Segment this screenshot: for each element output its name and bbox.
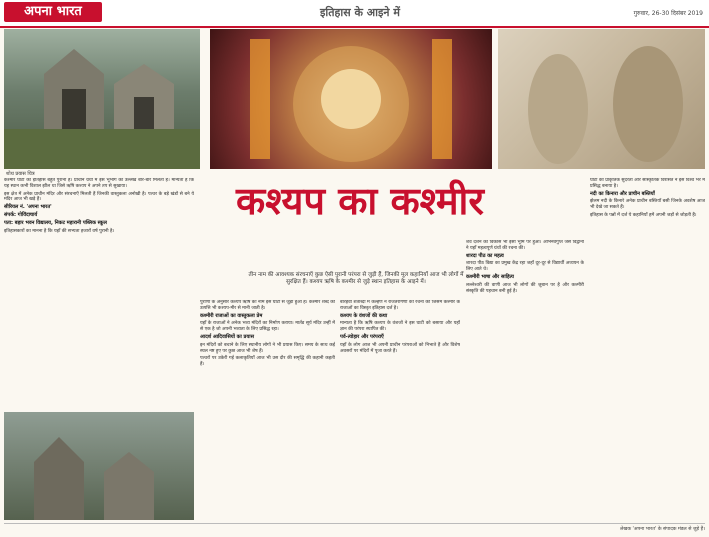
- paragraph: पत्थरों पर उकेरी गई कलाकृतियाँ आज भी उस दौर की समृद्धि की कहानी कहती हैं।: [200, 356, 335, 368]
- article-column-3: [340, 300, 460, 522]
- section-title: इतिहास के आइने में: [320, 6, 400, 19]
- deity-idol-illustration: [210, 29, 492, 169]
- deity-idol-photo: [210, 29, 492, 169]
- stone-sculpture-photo: [498, 29, 705, 169]
- subheading: नदी का किनारा और प्राचीन बस्तियाँ: [590, 190, 655, 197]
- village-temples-photo: [4, 412, 194, 520]
- article-column-1: [4, 178, 194, 408]
- subheading: कश्यप के वंशजों की कथा: [340, 312, 388, 319]
- paragraph: लल्लेश्वरी की वाणी आज भी लोगों की जुबान पर है और कश्मीरी संस्कृति की पहचान बनी हुई है।: [466, 282, 584, 294]
- subheading: आदर्श आदिवासियों का प्रयास: [200, 333, 254, 340]
- subheading: सीरियल नं. 'अपना भारत': [4, 204, 52, 211]
- subheading: संपर्क: गोविंदाचार्य: [4, 211, 38, 218]
- village-temples-illustration: [4, 412, 194, 520]
- paragraph: इन मंदिरों को बचाने के लिए स्थानीय लोगों ने भी प्रयास किए। समय के साथ कई स्थल नष्ट हुए पर कुछ आज भी शेष हैं।: [200, 342, 335, 354]
- paragraph: इतिहासकारों का मानना है कि यहाँ की सभ्यता हजारों वर्ष पुरानी है।: [4, 228, 115, 234]
- article-column-5: [590, 178, 705, 522]
- paragraph: घाटी की प्राकृतिक सुंदरता और सांस्कृतिक विरासत ने इसे विश्व भर में प्रसिद्ध बनाया है।: [590, 178, 705, 189]
- paragraph: झेलम नदी के किनारे अनेक प्राचीन बस्तियाँ बसी जिनके अवशेष आज भी देखे जा सकते हैं।: [590, 199, 705, 211]
- subheading: कश्मीरी भाषा और साहित्य: [466, 273, 514, 280]
- brand-logo: अपना भारत: [4, 2, 102, 22]
- paragraph: बारहवीं शताब्दी में कल्हण ने राजतरंगिणी की रचना की जिसमें कश्मीर के राजाओं का विस्तृत इतिहास दर्ज है।: [340, 300, 460, 311]
- issue-date: गुरुवार, 26-30 दिसंबर 2019: [633, 10, 703, 17]
- article-column-2: [200, 300, 335, 522]
- masthead: [0, 0, 709, 28]
- temple-ruins-illustration: [4, 29, 200, 169]
- subheading: पर्व-त्योहार और परंपराएँ: [340, 333, 384, 340]
- paragraph: पुराणों के अनुसार कश्यप ऋषि का नाम इस घाटी से जुड़ा हुआ है। कश्मीर शब्द की उत्पत्ति भी कश्यप-मीर से मानी जाती है।: [200, 300, 335, 311]
- stone-sculpture-illustration: [498, 29, 705, 169]
- paragraph: इस क्षेत्र में अनेक प्राचीन मंदिर और संरचनाएँ मिलती हैं जिनकी वास्तुकला अनोखी है। पत्थर के बड़े खंडों से बने ये मंदिर आज भी खड़े हैं।: [4, 191, 194, 203]
- author-note: लेखक 'अपना भारत' के संपादक मंडल से जुड़े हैं।: [620, 527, 705, 532]
- paragraph: इतिहास के पन्नों में दर्ज ये कहानियाँ हमें अपनी जड़ों से जोड़ती हैं।: [590, 212, 697, 218]
- subheading: कश्मीरी राजाओं का वास्तुकला प्रेम: [200, 312, 263, 319]
- paragraph: यहाँ के राजाओं ने अनेक भव्य मंदिरों का निर्माण कराया। मार्तंड सूर्य मंदिर उन्हीं में से एक है जो अपनी भव्यता के लिए प्रसिद्ध रहा।: [200, 321, 335, 333]
- subheading: पता: बहार भवन विद्यालय, निकट महारानी पब्लिक स्कूल: [4, 219, 107, 226]
- paragraph: यहाँ के लोग आज भी अपनी प्राचीन परंपराओं को निभाते हैं और विशेष अवसरों पर मंदिरों में पूजा करते हैं।: [340, 342, 460, 354]
- paragraph: शैव दर्शन का विकास भी इसी भूमि पर हुआ। अभिनवगुप्त जैसे विद्वानों ने यहाँ महत्वपूर्ण ग्रंथों की रचना की।: [466, 240, 584, 251]
- temple-ruins-photo: [4, 29, 200, 169]
- photo-caption: शोध प्रयास चित्र: [6, 171, 35, 177]
- paragraph: शारदा पीठ विद्या का प्रमुख केंद्र रहा जहाँ दूर-दूर से विद्यार्थी अध्ययन के लिए आते थे।: [466, 261, 584, 273]
- pull-quote: तीन नाम की आवश्यक संरचनाएँ कुछ ऐसी पुरानी परंपरा से जुड़ी हैं, जिनकी मूल कहानियाँ आज भी लोगों में सुरक्षित हैं। कश्यप ऋषि के कश्मीर से जुड़े स्थान इतिहास के आइने में।: [248, 272, 464, 285]
- article-column-4: [466, 240, 584, 522]
- paragraph: मान्यता है कि ऋषि कश्यप के वंशजों ने इस घाटी को बसाया और यहाँ ज्ञान की परंपरा स्थापित की।: [340, 321, 460, 333]
- subheading: शारदा पीठ का महत्व: [466, 252, 504, 259]
- paragraph: कश्मीर घाटी का इतिहास बहुत पुराना है। प्राचीन ग्रंथों में इस भूभाग का उल्लेख बार-बार मिलता है। मान्यता है कि यह स्थान कभी विशाल झील था जिसे ऋषि कश्यप ने अपने तप से सुखाया।: [4, 178, 194, 189]
- footer-rule: [4, 523, 705, 524]
- headline: कश्यप का कश्मीर: [236, 179, 484, 223]
